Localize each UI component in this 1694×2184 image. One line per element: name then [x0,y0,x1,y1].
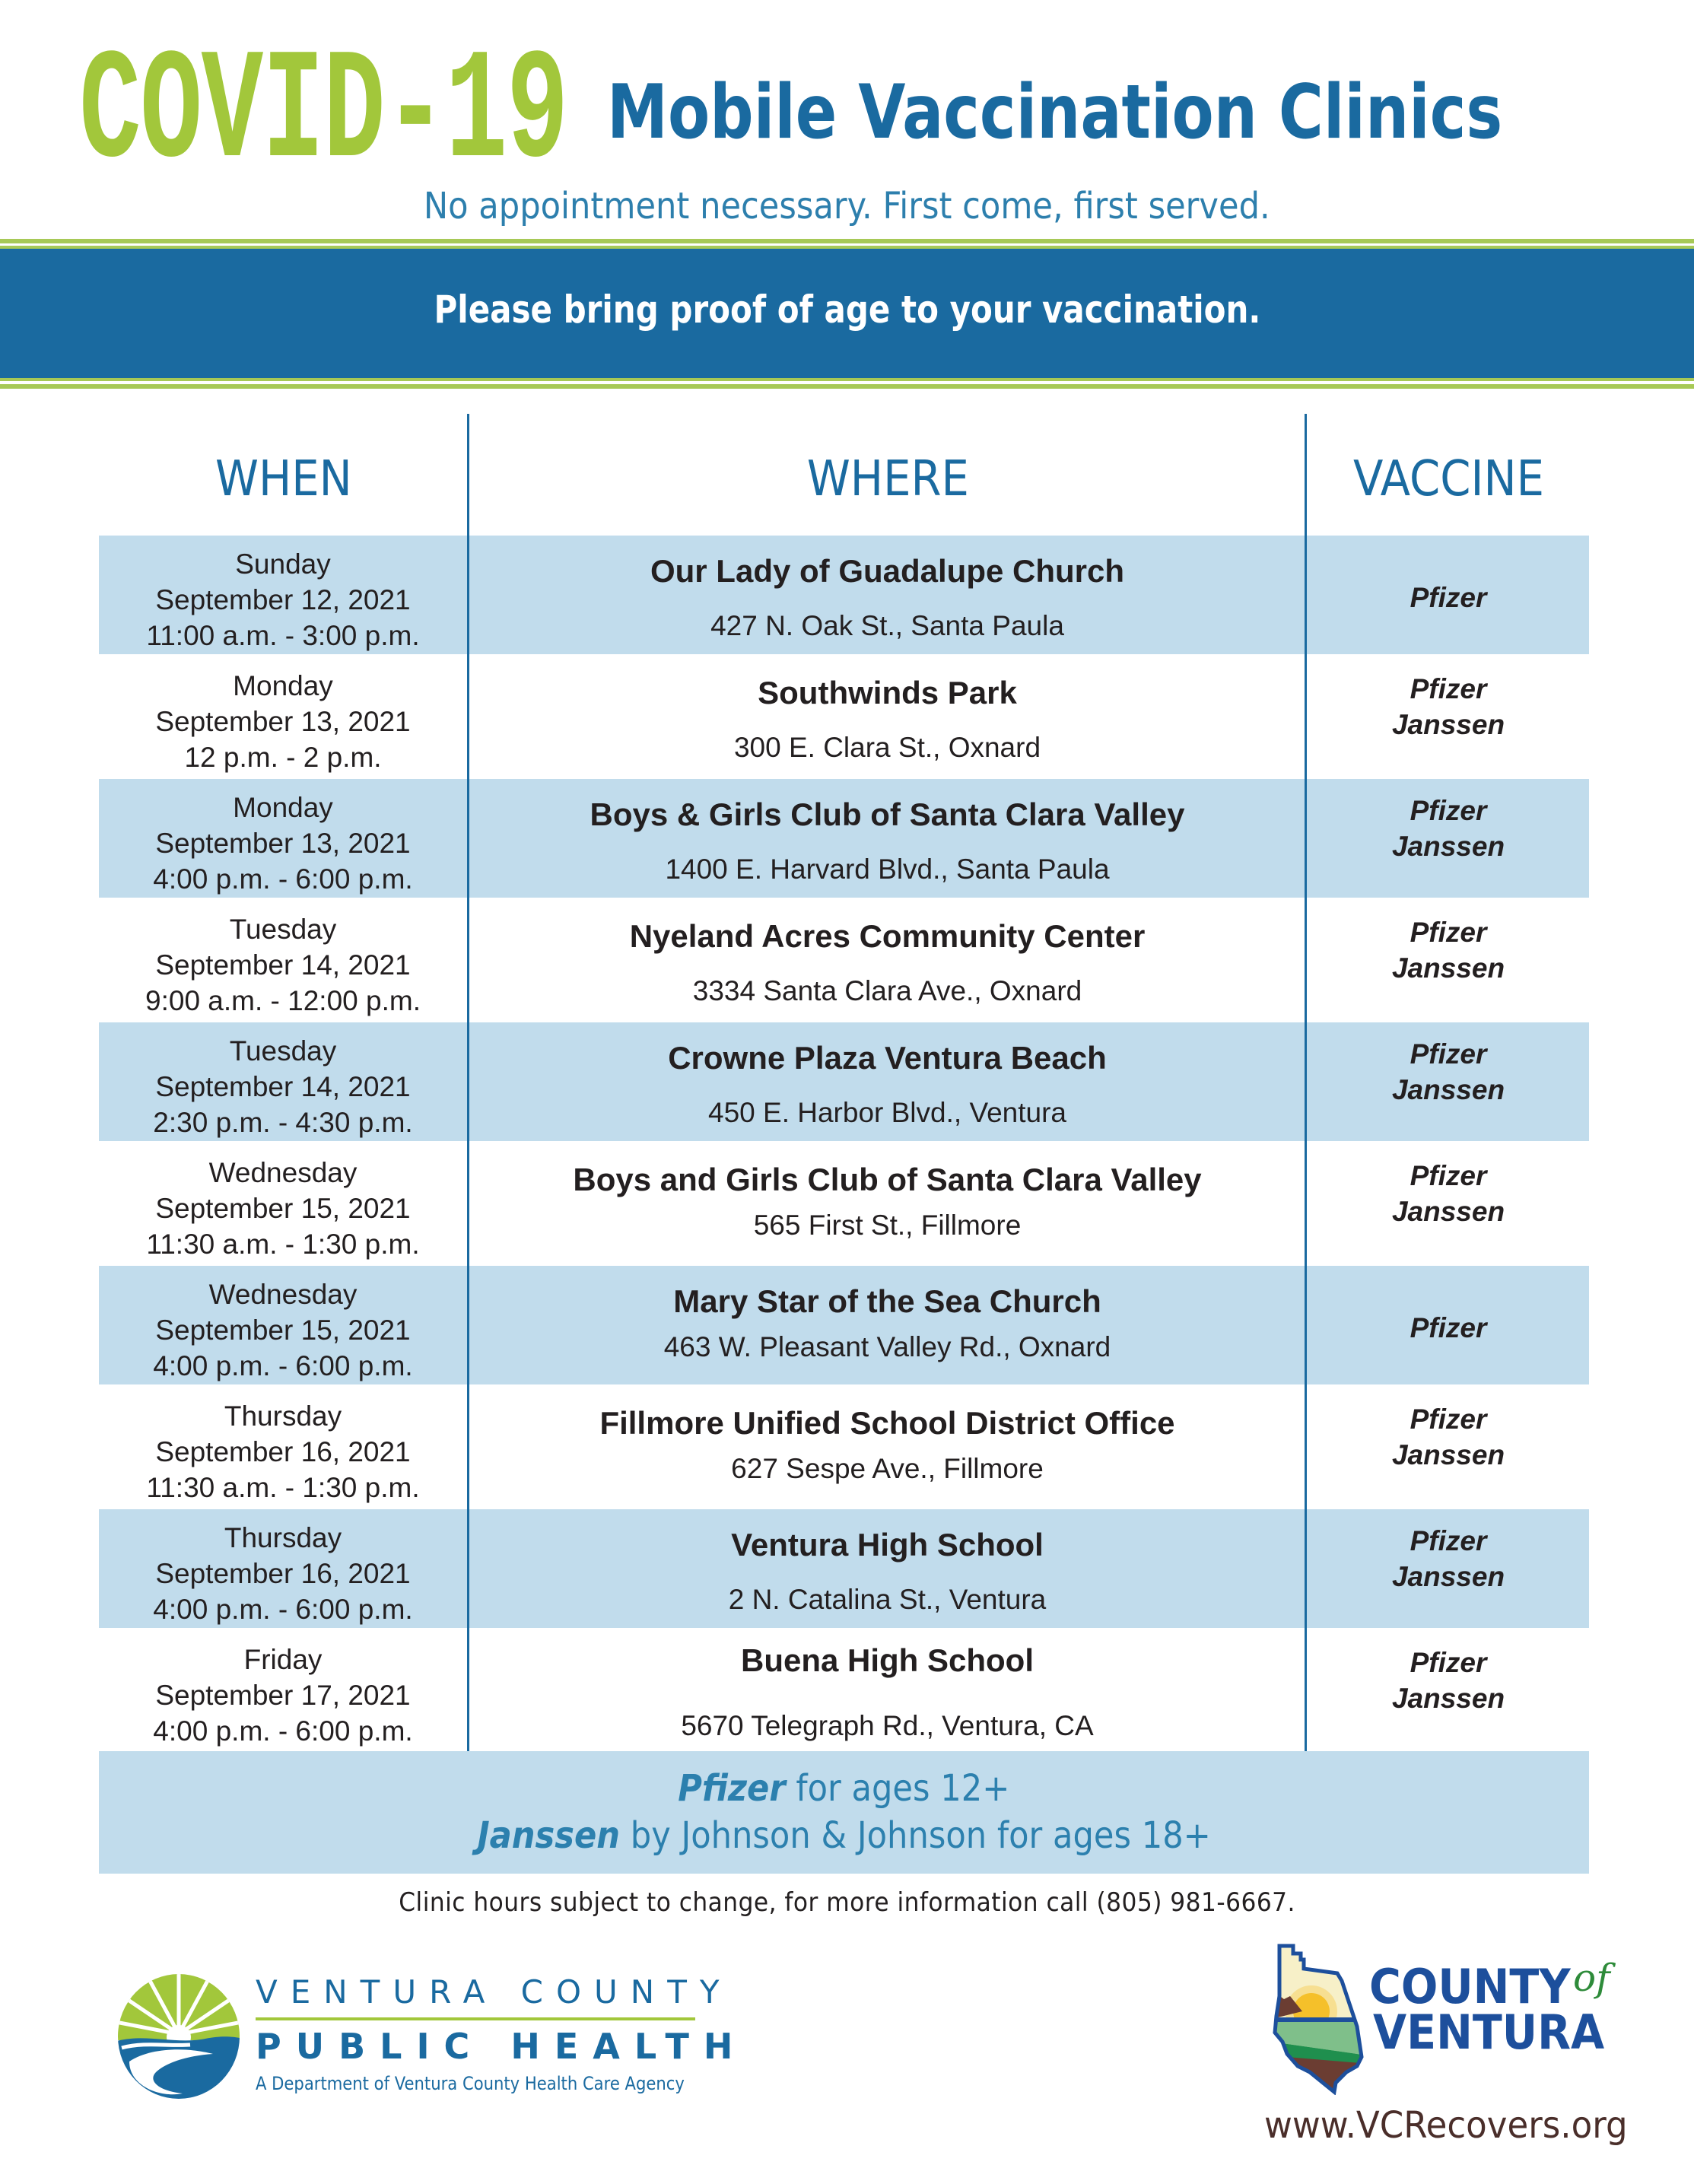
when-date: September 12, 2021 [155,584,411,615]
legend-janssen-brand: Janssen [477,1814,620,1857]
venue-address: 2 N. Catalina St., Ventura [728,1584,1047,1615]
table-row [99,1022,1589,1144]
cell-when [99,657,467,776]
vcph-logo-line2: PUBLIC HEALTH [256,2026,748,2067]
legend-pfizer-text: for ages 12+ [785,1767,1010,1810]
when-time: 4:00 p.m. - 6:00 p.m. [153,1594,413,1625]
when-day: Thursday [224,1522,342,1553]
table-row [99,1631,1589,1753]
vcph-logo-rule [256,2017,695,2020]
cell-where [470,1022,1305,1141]
legend-pfizer-brand: Pfizer [678,1767,786,1810]
vcph-logo-line3-text: A Department of Ventura County Health Care Agency [256,2073,685,2094]
when-day: Friday [243,1644,323,1675]
banner-text-wrap [0,249,1694,378]
column-divider-1 [467,414,469,1751]
vaccine-janssen: Janssen [1391,1439,1505,1470]
cell-where [470,1266,1305,1384]
cell-where [470,657,1305,776]
county-of-ventura-logo [1263,1940,1628,2168]
vaccine-pfizer: Pfizer [1410,1160,1487,1191]
cell-where [470,1631,1305,1750]
clinic-hours-note [0,1884,1694,1922]
county-logo-ventura: VENTURA [1373,2004,1605,2060]
venue-name: Ventura High School [731,1527,1044,1562]
spacer [470,1077,1305,1095]
cell-when [99,536,467,654]
when-time: 11:30 a.m. - 1:30 p.m. [146,1229,420,1260]
cell-vaccine [1308,536,1589,654]
page-title: Mobile Vaccination Clinics [607,69,1503,156]
subtitle-text: No appointment necessary. First come, first served. [424,185,1270,227]
cell-where [470,1388,1305,1506]
clinic-hours-note-text: Clinic hours subject to change, for more information call (805) 981-6667. [399,1887,1295,1918]
venue-name: Nyeland Acres Community Center [629,918,1146,954]
spacer [470,1199,1305,1208]
venue-name: Our Lady of Guadalupe Church [650,553,1125,589]
vaccine-janssen: Janssen [1391,1074,1505,1105]
vaccine-janssen: Janssen [1391,1683,1505,1714]
table-row [99,901,1589,1022]
cell-when [99,1631,467,1750]
venue-address: 627 Sespe Ave., Fillmore [731,1453,1044,1484]
vaccine-janssen: Janssen [1391,831,1505,862]
when-time: 12 p.m. - 2 p.m. [184,742,382,773]
venue-name: Boys and Girls Club of Santa Clara Valley [573,1162,1202,1197]
column-divider-2 [1305,414,1307,1751]
venue-name: Fillmore Unified School District Office [599,1405,1175,1441]
when-date: September 14, 2021 [155,1071,411,1102]
ventura-county-public-health-logo [114,1969,748,2106]
county-map-icon [1272,1943,1378,2095]
spacer [470,1321,1305,1330]
when-day: Tuesday [229,1035,337,1067]
venue-address: 300 E. Clara St., Oxnard [733,732,1041,763]
table-row [99,1509,1589,1631]
when-time: 9:00 a.m. - 12:00 p.m. [145,985,421,1016]
venue-address: 427 N. Oak St., Santa Paula [710,610,1064,641]
venue-address: 565 First St., Fillmore [753,1210,1022,1241]
when-date: September 16, 2021 [155,1436,411,1467]
cell-when [99,901,467,1019]
when-day: Monday [233,670,333,701]
county-logo-county: COUNTY [1369,1959,1571,2014]
banner [0,249,1694,378]
vaccine-pfizer: Pfizer [1410,1525,1487,1556]
when-time: 11:00 a.m. - 3:00 p.m. [146,620,420,651]
when-date: September 17, 2021 [155,1680,411,1711]
vaccine-janssen: Janssen [1391,952,1505,984]
column-header-vaccine-text: VACCINE [1352,451,1544,507]
venue-name: Crowne Plaza Ventura Beach [668,1040,1107,1076]
cell-vaccine [1308,1388,1589,1506]
table-row [99,657,1589,779]
table-row [99,1388,1589,1509]
vaccine-pfizer: Pfizer [1410,673,1487,704]
spacer [470,1564,1305,1582]
cell-where [470,1509,1305,1628]
cell-when [99,1509,467,1628]
divider-green-bottom-2 [0,384,1694,389]
cell-vaccine [1308,1144,1589,1263]
table-row [99,1266,1589,1388]
cell-where [470,901,1305,1019]
venue-address: 1400 E. Harvard Blvd., Santa Paula [665,854,1110,885]
when-day: Thursday [224,1400,342,1432]
when-date: September 15, 2021 [155,1315,411,1346]
cell-vaccine [1308,1631,1589,1750]
when-time: 11:30 a.m. - 1:30 p.m. [146,1472,420,1503]
vaccine-janssen: Janssen [1391,1561,1505,1592]
venue-name: Boys & Girls Club of Santa Clara Valley [590,796,1185,832]
column-header-where [470,441,1305,517]
when-time: 2:30 p.m. - 4:30 p.m. [153,1107,413,1138]
column-header-where-text: WHERE [806,451,969,507]
vaccine-pfizer: Pfizer [1410,582,1487,613]
county-logo-of: of [1573,1956,1610,2000]
subtitle [0,180,1694,233]
when-day: Wednesday [208,1279,358,1310]
cell-vaccine [1308,1022,1589,1141]
spacer [470,955,1305,974]
cell-where [470,779,1305,898]
when-date: September 16, 2021 [155,1558,411,1589]
table-row [99,779,1589,901]
vaccine-pfizer: Pfizer [1410,795,1487,826]
table-row [99,1144,1589,1266]
when-time: 4:00 p.m. - 6:00 p.m. [153,863,413,895]
cell-when [99,1144,467,1263]
vaccine-janssen: Janssen [1391,709,1505,740]
venue-address: 463 W. Pleasant Valley Rd., Oxnard [663,1331,1111,1362]
spacer [470,1680,1305,1709]
cell-when [99,779,467,898]
cell-vaccine [1308,1266,1589,1384]
vaccine-pfizer: Pfizer [1410,1038,1487,1070]
divider-green-bottom-1 [0,378,1694,381]
divider-green-top-1 [0,239,1694,243]
website-link[interactable]: www.VCRecovers.org [1264,2104,1628,2147]
cell-when [99,1022,467,1141]
banner-text: Please bring proof of age to your vaccination. [434,288,1260,332]
cell-when [99,1266,467,1384]
vaccine-pfizer: Pfizer [1410,1647,1487,1678]
vaccine-age-legend [99,1751,1589,1874]
when-day: Wednesday [208,1157,358,1188]
column-header-vaccine [1308,441,1589,517]
when-day: Tuesday [229,914,337,945]
spacer [470,834,1305,852]
when-date: September 13, 2021 [155,828,411,859]
cell-vaccine [1308,1509,1589,1628]
vaccine-pfizer: Pfizer [1410,917,1487,948]
venue-address: 5670 Telegraph Rd., Ventura, CA [681,1710,1094,1741]
venue-address: 450 E. Harbor Blvd., Ventura [708,1097,1066,1128]
when-day: Monday [233,792,333,823]
schedule-table [99,536,1589,1753]
vcph-logo-line3 [256,2072,743,2095]
cell-when [99,1388,467,1506]
spacer [470,1442,1305,1451]
vaccine-pfizer: Pfizer [1410,1404,1487,1435]
when-date: September 13, 2021 [155,706,411,737]
cell-vaccine [1308,901,1589,1019]
cell-vaccine [1308,779,1589,898]
cell-where [470,1144,1305,1263]
sun-wave-icon [114,1972,243,2101]
when-time: 4:00 p.m. - 6:00 p.m. [153,1715,413,1747]
legend-line-pfizer [99,1765,1589,1812]
venue-name: Southwinds Park [758,675,1017,711]
column-header-when [99,441,468,517]
when-time: 4:00 p.m. - 6:00 p.m. [153,1350,413,1381]
spacer [470,712,1305,730]
column-header-when-text: WHEN [215,451,352,507]
title-covid-19: COVID-19 [79,25,568,202]
table-row [99,536,1589,657]
vaccine-janssen: Janssen [1391,1196,1505,1227]
cell-where [470,536,1305,654]
vcph-logo-line1: VENTURA COUNTY [256,1973,733,2011]
spacer [470,590,1305,609]
legend-janssen-text: by Johnson & Johnson for ages 18+ [619,1814,1211,1857]
venue-name: Mary Star of the Sea Church [673,1283,1101,1319]
cell-vaccine [1308,657,1589,776]
legend-line-janssen [99,1812,1589,1859]
venue-address: 3334 Santa Clara Ave., Oxnard [692,975,1082,1006]
venue-name: Buena High School [740,1642,1034,1678]
when-date: September 14, 2021 [155,949,411,981]
when-date: September 15, 2021 [155,1193,411,1224]
when-day: Sunday [235,548,331,580]
vaccine-pfizer: Pfizer [1410,1312,1487,1343]
